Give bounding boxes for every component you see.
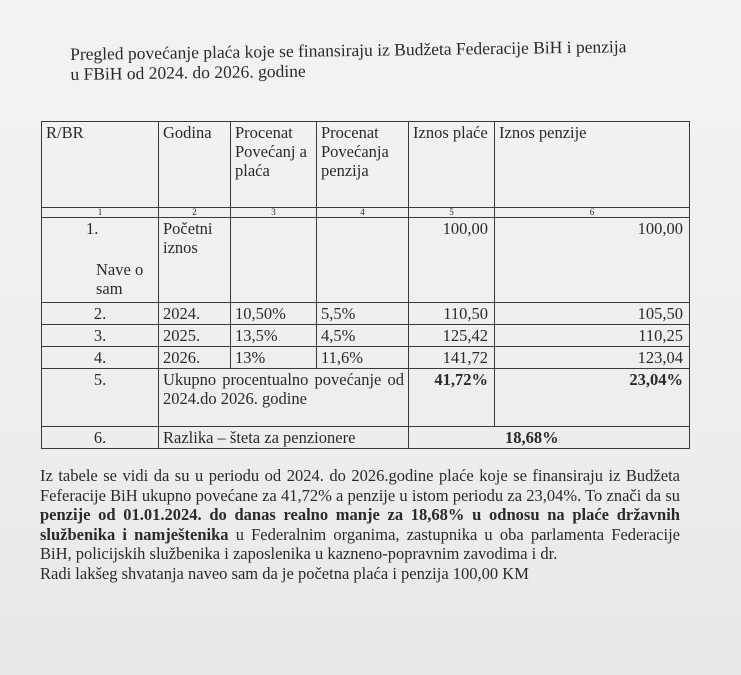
- paragraph-part-1: Iz tabele se vidi da su u periodu od 2024. do 2026.godine plaće koje se finansiraju iz Budžeta Feferacije BiH ukupno povećane za 41,72% a penzije u istom periodu za 23,04%. To znači da su: [40, 466, 680, 505]
- table-row: [42, 218, 690, 303]
- header-procenat-placa: Procenat Povećanj a plaća: [231, 122, 317, 208]
- paragraph-part-2: u Federalnim organima, zastupnika u oba parlamenta Federacije BiH, policijskih službenika i zaposlenika u kazneno-popravnim zavodima i dr.: [40, 524, 680, 563]
- explanation-paragraph: [40, 466, 680, 583]
- row1-godina: Početni iznos: [159, 218, 231, 303]
- title-line-2: u FBiH od 2024. do 2026. godine: [70, 60, 306, 84]
- row-procenat-penzija: 5,5%: [317, 303, 409, 325]
- document-title: [70, 36, 671, 84]
- header-row: [42, 122, 690, 208]
- row-iznos-penzije: 110,25: [495, 325, 690, 347]
- paragraph-bold: penzije od 01.01.2024. do danas realno manje za 18,68% u odnosu na plaće državnih službenika i namještenika: [40, 505, 680, 544]
- row-iznos-place: 110,50: [409, 303, 495, 325]
- header-godina: Godina: [159, 122, 231, 208]
- row1-rbr-cell: [42, 218, 159, 303]
- row1-empty: [317, 218, 409, 303]
- row5-placa: 41,72%: [409, 369, 495, 427]
- index-row: [42, 208, 690, 218]
- row-godina: 2026.: [159, 347, 231, 369]
- row-rbr: 3.: [42, 325, 159, 347]
- header-procenat-penzija: Procenat Povećanja penzija: [317, 122, 409, 208]
- row-iznos-penzije: 123,04: [495, 347, 690, 369]
- table-row: [42, 325, 690, 347]
- index-cell: 3: [231, 208, 317, 218]
- header-iznos-penzije: Iznos penzije: [495, 122, 690, 208]
- row-procenat-placa: 13%: [231, 347, 317, 369]
- title-line-1: Pregled povećanje plaća koje se finansiraju iz Budžeta Federacije BiH i penzija: [70, 36, 627, 64]
- row1-empty: [231, 218, 317, 303]
- row-iznos-place: 141,72: [409, 347, 495, 369]
- index-cell: 1: [42, 208, 159, 218]
- row6-label: Razlika – šteta za penzionere: [159, 427, 409, 449]
- comparison-table: [41, 121, 690, 449]
- row-godina: 2024.: [159, 303, 231, 325]
- row5-penzija: 23,04%: [495, 369, 690, 427]
- row-procenat-penzija: 11,6%: [317, 347, 409, 369]
- row-iznos-penzije: 105,50: [495, 303, 690, 325]
- table-row: [42, 303, 690, 325]
- row-rbr: 2.: [42, 303, 159, 325]
- index-cell: 5: [409, 208, 495, 218]
- index-cell: 6: [495, 208, 690, 218]
- row-procenat-placa: 10,50%: [231, 303, 317, 325]
- paragraph-last-line: Radi lakšeg shvatanja naveo sam da je početna plaća i penzija 100,00 KM: [40, 563, 529, 583]
- row1-placa: 100,00: [409, 218, 495, 303]
- index-cell: 4: [317, 208, 409, 218]
- paragraph-text: [40, 466, 680, 564]
- index-cell: 2: [159, 208, 231, 218]
- row-iznos-place: 125,42: [409, 325, 495, 347]
- row6-value: 18,68%: [409, 427, 690, 449]
- table-row-total: [42, 369, 690, 427]
- row6-rbr: 6.: [42, 427, 159, 449]
- row1-penzija: 100,00: [495, 218, 690, 303]
- table-row: [42, 347, 690, 369]
- header-iznos-place: Iznos plaće: [409, 122, 495, 208]
- row5-label: Ukupno procentualno povećanje od 2024.do 2026. godine: [159, 369, 409, 427]
- row-procenat-penzija: 4,5%: [317, 325, 409, 347]
- row1-note: Nave o sam: [96, 260, 144, 298]
- table-row-difference: [42, 427, 690, 449]
- row-rbr: 4.: [42, 347, 159, 369]
- row-procenat-placa: 13,5%: [231, 325, 317, 347]
- row5-rbr: 5.: [42, 369, 159, 427]
- row1-rbr: 1.: [86, 219, 99, 238]
- row-godina: 2025.: [159, 325, 231, 347]
- header-rbr: R/BR: [42, 122, 159, 208]
